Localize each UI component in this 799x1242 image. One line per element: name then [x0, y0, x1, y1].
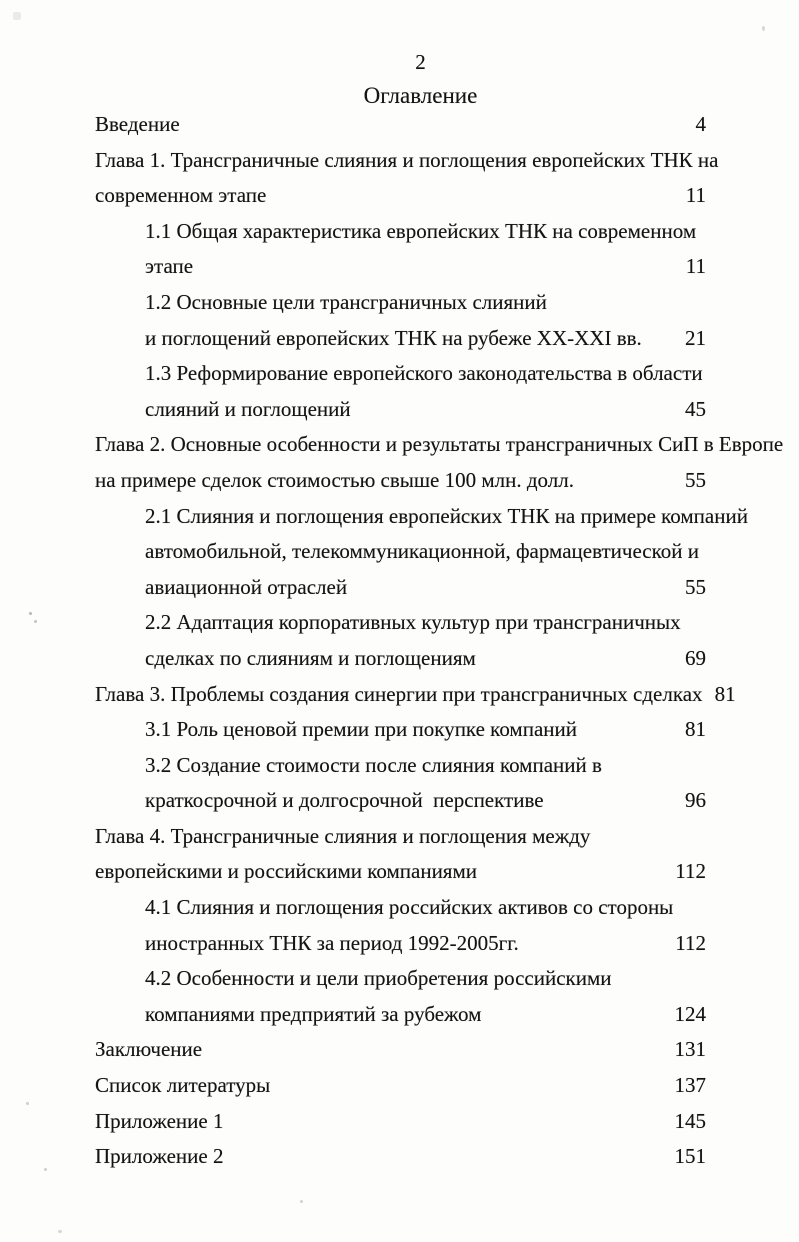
scan-noise [300, 1200, 303, 1203]
scan-noise [58, 1230, 62, 1233]
toc-line [0, 397, 799, 433]
toc-entry-text: и поглощений европейских ТНК на рубеже XX-XXI вв. [145, 325, 642, 350]
scan-noise [26, 1102, 29, 1105]
toc-entry-text: краткосрочной и долгосрочной перспективе [145, 788, 544, 813]
toc-entry-page: 137 [674, 1073, 706, 1098]
toc-line [0, 1002, 799, 1038]
toc-line [0, 966, 799, 1002]
toc-line [0, 1073, 799, 1109]
toc-entry-page: 55 [685, 574, 706, 599]
toc-line [0, 504, 799, 540]
toc-entry-page: 112 [675, 930, 706, 955]
toc-entry-text: 1.2 Основные цели трансграничных слияний [145, 289, 547, 314]
toc-entry-text: Заключение [95, 1037, 203, 1062]
toc-line [0, 254, 799, 290]
toc-line [0, 824, 799, 860]
toc-line [0, 1037, 799, 1073]
toc-entry-text: на примере сделок стоимостью свыше 100 млн. долл. [95, 467, 574, 492]
toc-entry-text: 2.1 Слияния и поглощения европейских ТНК на примере компаний [145, 503, 748, 528]
toc-entry-page: 112 [675, 859, 706, 884]
toc-entry-page: 69 [685, 645, 706, 670]
toc-line [0, 717, 799, 753]
toc-entry-text: современном этапе [95, 183, 267, 208]
scan-noise [762, 26, 765, 31]
page-title: Оглавление [363, 83, 478, 108]
toc-line [0, 788, 799, 824]
toc-entry-text: Список литературы [95, 1073, 271, 1098]
toc-line [0, 468, 799, 504]
toc-entry-text: Глава 2. Основные особенности и результаты трансграничных СиП в Европе [95, 432, 784, 457]
toc-line [0, 183, 799, 219]
toc-entry-text: сделках по слияниям и поглощениям [145, 645, 476, 670]
toc-line [0, 290, 799, 326]
toc-entry-text: 4.1 Слияния и поглощения российских активов со стороны [145, 895, 674, 920]
toc-entry-text: Приложение 2 [95, 1144, 224, 1169]
toc-entry-text: слияний и поглощений [145, 396, 351, 421]
scan-noise [13, 12, 21, 20]
toc-entry-text: европейскими и российскими компаниями [95, 859, 477, 884]
toc-entry-page: 4 [695, 112, 706, 136]
toc-entry-page: 131 [674, 1037, 706, 1062]
scan-noise [29, 612, 32, 615]
toc-entry-text: автомобильной, телекоммуникационной, фармацевтической и [145, 539, 699, 564]
toc-entry-text: 4.2 Особенности и цели приобретения российскими [145, 966, 612, 991]
toc-entry-page: 81 [685, 717, 706, 742]
toc-entry-text: 1.3 Реформирование европейского законодательства в области [145, 361, 703, 386]
toc-line [0, 931, 799, 967]
toc-line [0, 539, 799, 575]
toc-line [0, 112, 799, 148]
toc-entry-text: авиационной отраслей [145, 574, 348, 599]
toc-entry-page: 45 [685, 396, 706, 421]
toc-line [0, 219, 799, 255]
toc-line [0, 326, 799, 362]
toc-list [0, 112, 799, 1180]
toc-entry-text: Глава 3. Проблемы создания синергии при трансграничных сделках [95, 681, 703, 706]
toc-line [0, 646, 799, 682]
toc-line [0, 575, 799, 611]
toc-entry-page: 96 [685, 788, 706, 813]
toc-entry-text: 1.1 Общая характеристика европейских ТНК на современном [145, 218, 697, 243]
toc-entry-text: 3.2 Создание стоимости после слияния компаний в [145, 752, 602, 777]
toc-entry-text: Приложение 1 [95, 1108, 224, 1133]
toc-line [0, 1144, 799, 1180]
toc-entry-page: 151 [674, 1144, 706, 1169]
toc-line [0, 148, 799, 184]
toc-entry-text: Глава 1. Трансграничные слияния и поглощения европейских ТНК на [95, 147, 719, 172]
toc-entry-text: 2.2 Адаптация корпоративных культур при трансграничных [145, 610, 681, 635]
toc-entry-page: 145 [674, 1108, 706, 1133]
toc-entry-page: 21 [685, 325, 706, 350]
toc-line [0, 610, 799, 646]
toc-line [0, 682, 799, 718]
toc-entry-text: иностранных ТНК за период 1992-2005гг. [145, 930, 519, 955]
scan-noise [34, 620, 37, 623]
toc-entry-page: 11 [685, 183, 706, 208]
toc-line [0, 361, 799, 397]
toc-line [0, 895, 799, 931]
toc-entry-page: 11 [685, 254, 706, 279]
toc-line [0, 432, 799, 468]
toc-entry-page: 55 [685, 467, 706, 492]
toc-entry-text: Глава 4. Трансграничные слияния и поглощения между [95, 823, 591, 848]
page-number: 2 [415, 50, 426, 74]
scan-noise [44, 1168, 47, 1171]
toc-line [0, 753, 799, 789]
toc-entry-text: компаниями предприятий за рубежом [145, 1001, 482, 1026]
toc-entry-page: 124 [674, 1001, 706, 1026]
toc-entry-text: 3.1 Роль ценовой премии при покупке компаний [145, 717, 577, 742]
toc-entry-text: этапе [145, 254, 194, 279]
toc-line [0, 859, 799, 895]
toc-line [0, 1109, 799, 1145]
toc-entry-text: Введение [95, 112, 180, 136]
toc-entry-page: 81 [714, 681, 736, 706]
